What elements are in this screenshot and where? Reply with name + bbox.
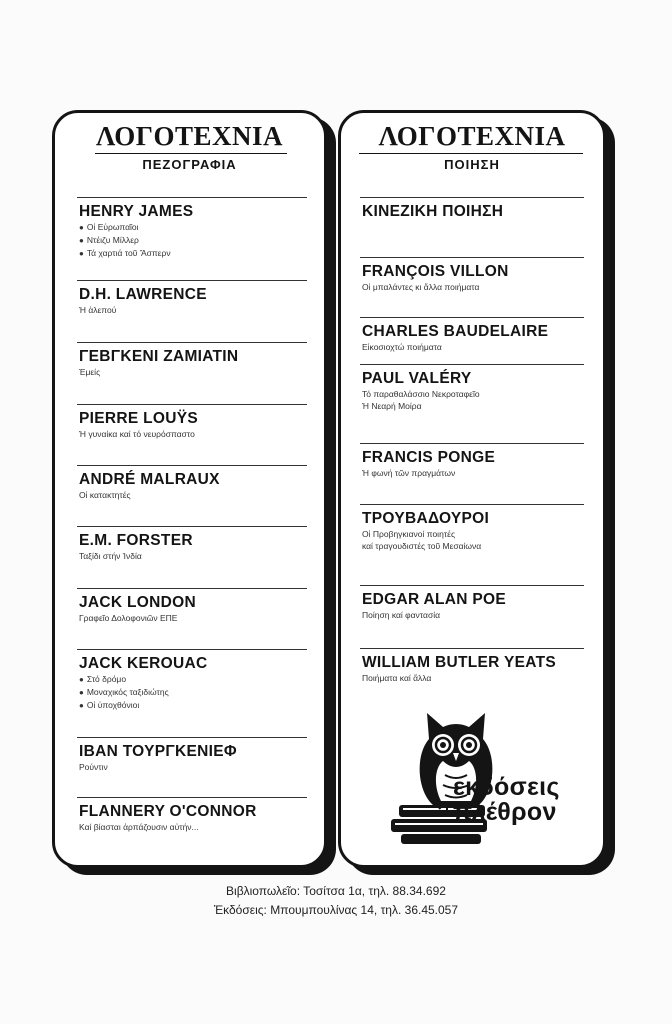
book-entry	[79, 410, 198, 440]
author-name: FRANÇOIS VILLON	[362, 263, 509, 280]
author-name: FLANNERY O'CONNOR	[79, 803, 257, 820]
author-name: WILLIAM BUTLER YEATS	[362, 654, 556, 671]
book-title-text: Οἱ Εὐρωπαῖοι	[86, 222, 139, 232]
book-title-text: Οἱ Προβηγκιανοί ποιητές	[362, 529, 456, 539]
book-title	[79, 428, 198, 440]
book-entry	[362, 449, 495, 479]
section-divider	[77, 404, 307, 405]
book-title-text: καί τραγουδιστές τοῦ Μεσαίωνα	[362, 541, 482, 551]
author-name: JACK LONDON	[79, 594, 196, 611]
author-name: D.H. LAWRENCE	[79, 286, 207, 303]
bullet-icon: ●	[79, 701, 84, 710]
author-name: CHARLES BAUDELAIRE	[362, 323, 549, 340]
book-title	[79, 699, 207, 712]
book-title	[79, 247, 193, 260]
book-title	[362, 609, 506, 621]
book-title-text: Οἱ ὑποχθόνιοι	[86, 700, 140, 710]
book-entry	[79, 532, 193, 562]
panel-subtitle: ΠΕΖΟΓΡΑΦΙΑ	[142, 157, 237, 172]
book-entry	[362, 323, 548, 353]
book-title-text: Ρούντιν	[79, 762, 108, 772]
bookstore-address: Βιβλιοπωλεῖο: Τοσίτσα 1α, τηλ. 88.34.692	[226, 884, 446, 898]
book-entry	[362, 654, 556, 684]
book-title-text: Γραφεῖο Δολοφονιῶν ΕΠΕ	[79, 613, 178, 623]
book-title-text: Ντέιζυ Μίλλερ	[86, 235, 139, 245]
section-divider	[360, 443, 584, 444]
bullet-icon: ●	[79, 223, 84, 232]
book-entry	[79, 803, 257, 833]
book-title-text: Στό δρόμο	[86, 674, 127, 684]
brand-line-1: εκδόσεις	[453, 773, 560, 801]
book-title-text: Καί βίασται ἁρπάζουσιν αὐτήν...	[79, 822, 199, 832]
author-name: E.M. FORSTER	[79, 532, 193, 549]
section-divider	[77, 280, 307, 281]
book-title	[79, 550, 193, 562]
book-title-text: Ταξίδι στήν Ἰνδία	[79, 551, 142, 561]
book-title-text: Τό παραθαλάσσιο Νεκροταφεῖο	[362, 389, 480, 399]
book-title	[79, 686, 207, 699]
panel-title: ΛΟΓΟΤΕΧΝΙΑ	[96, 121, 283, 151]
book-title	[79, 821, 257, 833]
author-name: ΚΙΝΕΖΙΚΗ ΠΟΙΗΣΗ	[362, 203, 504, 220]
book-title-text: Οἱ κατακτητές	[79, 490, 131, 500]
book-title	[362, 400, 480, 412]
book-title-text: Τά χαρτιά τοῦ Ἄσπερν	[86, 248, 171, 258]
panel-title: ΛΟΓΟΤΕΧΝΙΑ	[378, 121, 566, 151]
book-title-text: Ἐμείς	[79, 367, 101, 377]
brand-line-2: πλέθρον	[453, 798, 557, 826]
author-name: ΤΡΟΥΒΑΔΟΥΡΟΙ	[362, 510, 490, 527]
book-title	[362, 467, 495, 479]
author-name: ΓΕΒΓΚΕΝΙ ΖΑΜΙΑΤΙΝ	[79, 348, 239, 365]
section-divider	[77, 588, 307, 589]
section-divider	[360, 197, 584, 198]
author-name: PIERRE LOUŸS	[79, 410, 199, 427]
book-title	[79, 761, 237, 773]
title-rule	[95, 153, 287, 154]
book-title	[362, 281, 509, 293]
book-title-text: Ἡ γυναίκα καί τό νευρόσπαστο	[79, 429, 195, 439]
book-title	[362, 672, 556, 684]
book-entry	[79, 286, 207, 316]
author-name: HENRY JAMES	[79, 203, 194, 220]
section-divider	[77, 342, 307, 343]
section-divider	[77, 465, 307, 466]
author-name: FRANCIS PONGE	[362, 449, 496, 466]
book-title-text: Ἡ ἀλεπού	[79, 305, 117, 315]
book-title-text: Μοναχικός ταξιδιώτης	[86, 687, 169, 697]
book-entry	[362, 370, 480, 412]
book-title	[362, 388, 480, 400]
book-entry	[79, 471, 220, 501]
book-title	[362, 528, 489, 540]
book-entry	[79, 203, 193, 260]
bullet-icon: ●	[79, 249, 84, 258]
book-entry	[362, 203, 503, 221]
section-divider	[77, 649, 307, 650]
section-divider	[360, 257, 584, 258]
book-title	[79, 366, 238, 378]
author-name: ANDRÉ MALRAUX	[79, 471, 220, 488]
book-title-text: Ἡ φωνή τῶν πραγμάτων	[362, 468, 456, 478]
section-divider	[77, 797, 307, 798]
book-title	[362, 341, 548, 353]
section-divider	[360, 364, 584, 365]
book-entry	[79, 655, 207, 712]
section-divider	[77, 737, 307, 738]
title-rule	[359, 153, 583, 154]
section-divider	[360, 504, 584, 505]
publisher-logo	[453, 775, 560, 825]
book-title-text: Ἡ Νεαρή Μοίρα	[362, 401, 422, 411]
book-title	[79, 612, 196, 624]
book-title-text: Ποίηση καί φαντασία	[362, 610, 441, 620]
poetry-panel	[338, 110, 606, 868]
prose-panel	[52, 110, 327, 868]
author-name: ΙΒΑΝ ΤΟΥΡΓΚΕΝΙΕΦ	[79, 743, 237, 760]
bullet-icon: ●	[79, 236, 84, 245]
section-divider	[77, 197, 307, 198]
bullet-icon: ●	[79, 688, 84, 697]
panel-subtitle: ΠΟΙΗΣΗ	[444, 157, 500, 172]
bullet-icon: ●	[79, 675, 84, 684]
section-divider	[360, 585, 584, 586]
author-name: PAUL VALÉRY	[362, 370, 472, 387]
book-entry	[362, 510, 489, 552]
book-entry	[362, 263, 509, 293]
book-title-text: Ποιήματα καί ἄλλα	[362, 673, 432, 683]
book-entry	[362, 591, 506, 621]
book-entry	[79, 594, 196, 624]
book-title	[79, 489, 220, 501]
section-divider	[360, 317, 584, 318]
book-title	[362, 540, 489, 552]
book-title	[79, 221, 193, 234]
book-title	[79, 304, 207, 316]
book-entry	[79, 743, 237, 773]
book-title	[79, 234, 193, 247]
author-name: EDGAR ALAN POE	[362, 591, 506, 608]
book-title	[79, 673, 207, 686]
section-divider	[360, 648, 584, 649]
publisher-address: Ἐκδόσεις: Μπουμπουλίνας 14, τηλ. 36.45.057	[213, 903, 459, 917]
book-title-text: Οἱ μπαλάντες κι ἄλλα ποιήματα	[362, 282, 480, 292]
book-title-text: Εἰκοσιοχτώ ποιήματα	[362, 342, 442, 352]
section-divider	[77, 526, 307, 527]
book-entry	[79, 348, 238, 378]
author-name: JACK KEROUAC	[79, 655, 208, 672]
